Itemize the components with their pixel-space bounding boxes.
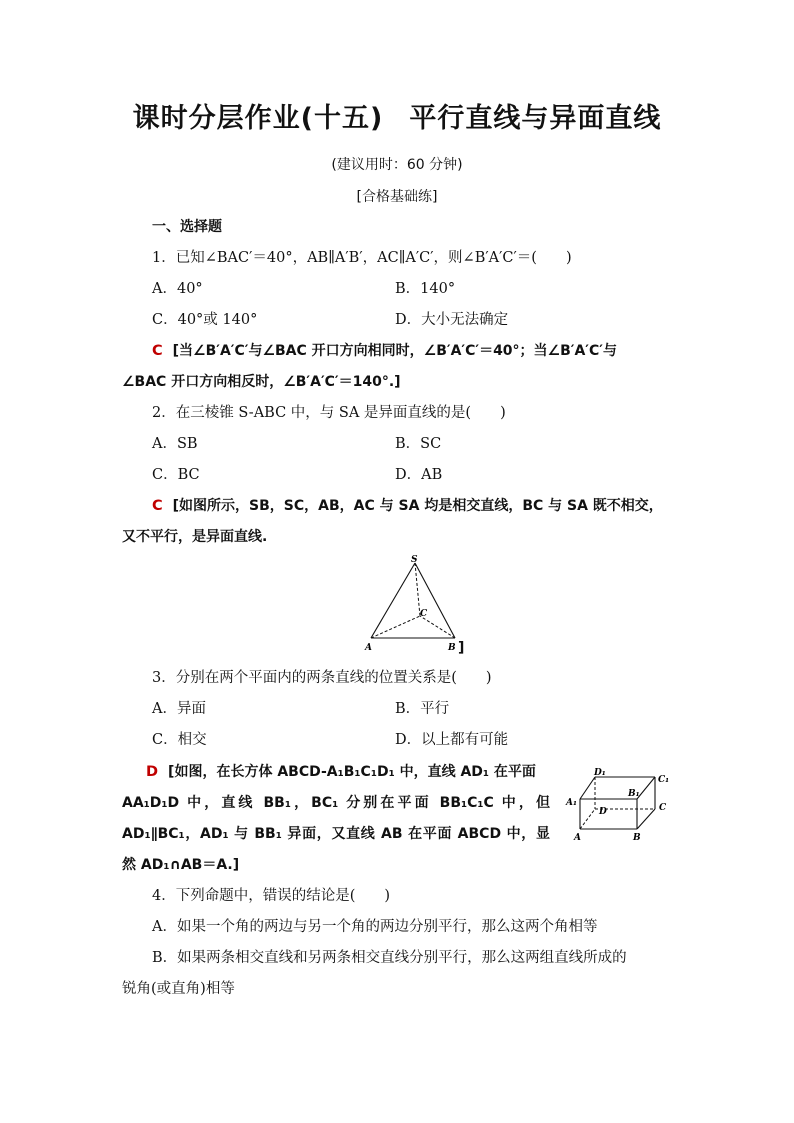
pyramid-label-b: B bbox=[448, 643, 456, 653]
q3-explanation-line3: AD₁∥BC₁，AD₁ 与 BB₁ 异面，又直线 AB 在平面 ABCD 中，显 bbox=[122, 826, 550, 842]
time-note: (建议用时：60 分钟) bbox=[331, 157, 463, 173]
q3-explanation-line4: 然 AD₁∩AB＝A.] bbox=[122, 857, 240, 873]
cuboid-label-b1: B₁ bbox=[628, 789, 640, 799]
q1-option-a: A．40° bbox=[152, 281, 203, 297]
level-label: [合格基础练] bbox=[356, 189, 438, 205]
q3-option-c: C．相交 bbox=[152, 732, 207, 748]
page-title bbox=[0, 96, 794, 135]
q2-option-b: B．SC bbox=[395, 436, 442, 452]
q4-option-a: A．如果一个角的两边与另一个角的两边分别平行，那么这两个角相等 bbox=[152, 919, 598, 935]
q1-option-b: B．140° bbox=[395, 281, 456, 297]
q2-stem: 2．在三棱锥 S-ABC 中，与 SA 是异面直线的是( ) bbox=[152, 405, 506, 421]
section-heading: 一、选择题 bbox=[152, 219, 222, 235]
q2-explanation-line2: 又不平行，是异面直线. bbox=[122, 529, 268, 545]
q1-explanation-line1 bbox=[152, 341, 617, 361]
cuboid-label-a: A bbox=[574, 833, 581, 843]
q3-option-b: B．平行 bbox=[395, 701, 450, 717]
q1-option-d: D．大小无法确定 bbox=[395, 312, 509, 328]
q2-option-a: A．SB bbox=[152, 436, 198, 452]
q2-explanation-line1 bbox=[152, 496, 663, 516]
q3-explanation-line2: AA₁D₁D 中，直线 BB₁，BC₁ 分别在平面 BB₁C₁C 中，但 bbox=[122, 795, 550, 811]
pyramid-label-a: A bbox=[365, 643, 372, 653]
cuboid-label-d: D bbox=[599, 807, 607, 817]
q2-option-d: D．AB bbox=[395, 467, 443, 483]
cuboid-figure bbox=[562, 764, 674, 846]
q2-option-c: C．BC bbox=[152, 467, 200, 483]
q1-answer: C bbox=[152, 343, 163, 359]
q1-explanation-text1: [当∠B′A′C′与∠BAC 开口方向相同时，∠B′A′C′＝40°；当∠B′A′C′与 bbox=[172, 343, 617, 359]
q2-answer: C bbox=[152, 498, 163, 514]
q4-option-b-line1: B．如果两条相交直线和另两条相交直线分别平行，那么这两组直线所成的 bbox=[152, 950, 627, 966]
pyramid-figure bbox=[360, 554, 460, 656]
cuboid-label-a1: A₁ bbox=[566, 798, 577, 808]
title-right: 平行直线与异面直线 bbox=[409, 103, 662, 134]
q3-option-a: A．异面 bbox=[152, 701, 206, 717]
cuboid-label-c: C bbox=[659, 803, 667, 813]
cuboid-label-d1: D₁ bbox=[594, 768, 606, 778]
q1-explanation-line2: ∠BAC 开口方向相反时，∠B′A′C′＝140°.] bbox=[122, 374, 401, 390]
q4-stem: 4．下列命题中，错误的结论是( ) bbox=[152, 888, 391, 904]
q1-stem: 1．已知∠BAC′＝40°，AB∥A′B′，AC∥A′C′，则∠B′A′C′＝( ) bbox=[152, 250, 572, 266]
q3-explanation-text1: [如图，在长方体 ABCD-A₁B₁C₁D₁ 中，直线 AD₁ 在平面 bbox=[168, 764, 536, 780]
q2-explanation-text1: [如图所示，SB，SC，AB，AC 与 SA 均是相交直线，BC 与 SA 既不相交， bbox=[172, 498, 663, 514]
q3-stem: 3．分别在两个平面内的两条直线的位置关系是( ) bbox=[152, 670, 492, 686]
pyramid-label-c: C bbox=[420, 609, 428, 619]
q3-option-d: D．以上都有可能 bbox=[395, 732, 509, 748]
q3-answer: D bbox=[146, 764, 159, 780]
cuboid-label-c1: C₁ bbox=[658, 775, 670, 785]
q2-bracket-close: ] bbox=[458, 640, 465, 656]
pyramid-label-s: S bbox=[411, 555, 418, 565]
q3-explanation-line1 bbox=[146, 762, 536, 782]
title-left: 课时分层作业(十五) bbox=[132, 103, 384, 134]
q4-option-b-line2: 锐角(或直角)相等 bbox=[122, 981, 235, 997]
q1-option-c: C．40°或 140° bbox=[152, 312, 258, 328]
cuboid-label-b: B bbox=[633, 833, 641, 843]
